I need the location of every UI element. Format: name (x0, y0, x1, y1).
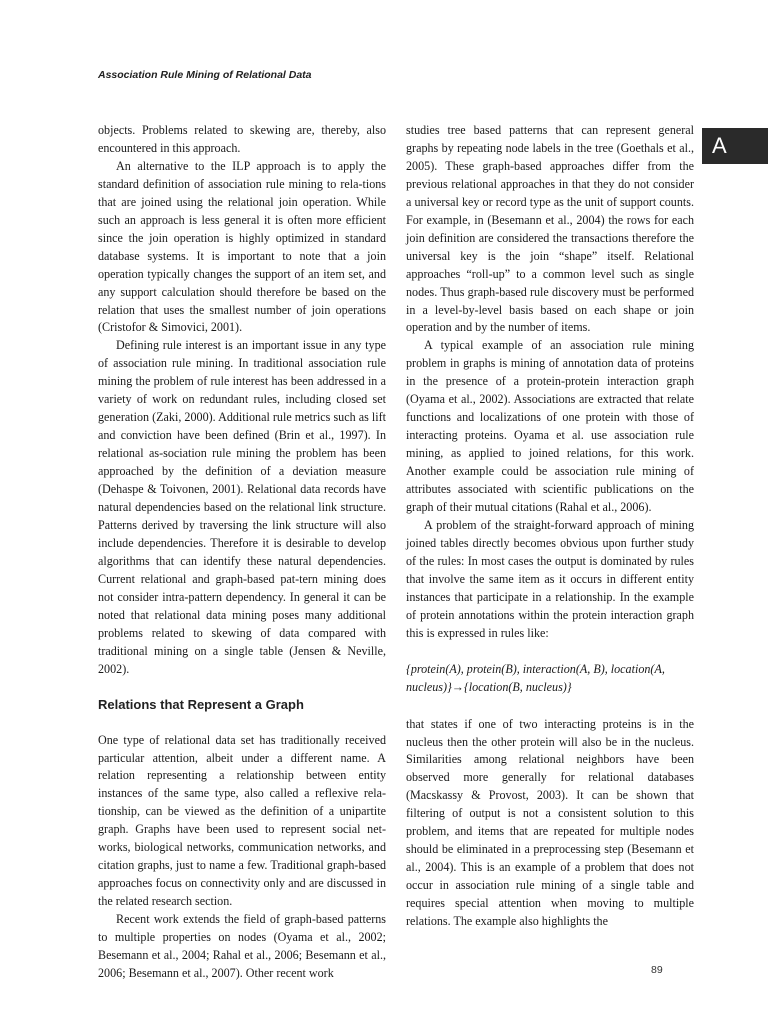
rule-formula: {protein(A), protein(B), interaction(A, B), location(A, nucleus)}→{location(B, nucleus)} (406, 661, 665, 694)
left-paragraph-2: An alternative to the ILP approach is to apply the standard definition of association rule mining to rela-tions that are joined using the relational join operation. While such an approach is less general it is often more efficient since the join operation is highly optimized in standard database systems. It is important to note that a join operation typically changes the support of an item set, and any support calculation should therefore be based on the relation that uses the smallest number of join operations (Cristofor & Simovici, 2001). (98, 158, 386, 335)
running-header: Association Rule Mining of Relational Data (98, 69, 312, 81)
page-number: 89 (651, 964, 663, 976)
right-paragraph-3: A problem of the straight-forward approach of mining joined tables directly becomes obvious upon further study of the rules: In most cases the output is dominated by rules that involve the same item as it occurs in different entity instances that participate in a relationship. In the example of protein annotations within the protein interaction graph this is expressed in rules like: (406, 517, 694, 640)
left-paragraph-5: Recent work extends the field of graph-based patterns to multiple properties on nodes (Oyama et al., 2002; Besemann et al., 2004; Rahal et al., 2006; Besemann et al., 2006; Besemann et al., 2007). Other recent work (98, 912, 386, 980)
right-paragraph-2: A typical example of an association rule mining problem in graphs is mining of annotation data of proteins in the presence of a protein-protein interaction graph (Oyama et al., 2002). Associations are extracted that relate functions and localizations of one protein with those of interacting proteins. Oyama et al. use association rule mining, as applied to joined relations, for this work. Another example could be association rule mining of attributes associated with scientific publications on the graph of their mutual citations (Rahal et al., 2006). (406, 338, 694, 515)
left-column (98, 122, 386, 983)
left-paragraph-1: objects. Problems related to skewing are, thereby, also encountered in this approach. (98, 123, 386, 155)
left-paragraph-4: One type of relational data set has traditionally received particular attention, albeit under a different name. A relation representing a relationship between entity instances of the same type, also called a reflexive rela-tionship, can be viewed as the definition of a unipartite graph. Graphs have been used to represent social net-works, biological networks, communication networks, and citation graphs, just to name a few. Traditional graph-based approaches focus on connectivity only and are discussed in the related research section. (98, 732, 386, 909)
right-paragraph-4: that states if one of two interacting proteins is in the nucleus then the other protein will also be in the nucleus. Similarities among relational neighbors have been observed more generally for relational databases (Macskassy & Provost, 2003). It can be shown that filtering of output is not a consistent solution to this problem, and items that are repeated for multiple nodes should be eliminated in a preprocessing step (Besemann et al., 2004). This is an example of a problem that does not occur in association rule mining of a single table and requires special attention when moving to multiple relations. The example also highlights the (406, 716, 694, 929)
right-paragraph-1: studies tree based patterns that can represent general graphs by repeating node labels in the tree (Goethals et al., 2005). These graph-based approaches differ from the previous relational approaches in that they do not consider a universal key or record type as the unit of support counts. For example, in (Besemann et al., 2004) the rows for each join definition are considered the transactions therefore the universal key is the join “shape” itself. Relational approaches “roll-up” to a common level such as single nodes. Thus graph-based rule discovery must be performed in a level-by-level basis based on each shape or join operation and by the number of items. (406, 123, 694, 335)
left-paragraph-3: Defining rule interest is an important issue in any type of association rule mining. In traditional association rule mining the problem of rule interest has been addressed in a variety of work on redundant rules, including closed set generation (Zaki, 2000). Additional rule metrics such as lift and conviction have been defined (Brin et al., 1997). In relational as-sociation rule mining the problem has been approached by the definition of a deviation measure (Dehaspe & Toivonen, 2001). Relational data records have natural dependencies based on the relational link structure. Patterns derived by traversing the link structure will also include dependencies. Therefore it is desirable to develop algorithms that can identify these natural dependencies. Current relational and graph-based pat-tern mining does not consider intra-pattern dependency. In general it can be noted that relational data mining poses many additional problems related to skewing of data compared with traditional mining on a single table (Jensen & Neville, 2002). (98, 338, 386, 676)
section-heading: Relations that Represent a Graph (98, 696, 304, 712)
right-column (406, 122, 694, 931)
section-tab: A (702, 128, 768, 164)
